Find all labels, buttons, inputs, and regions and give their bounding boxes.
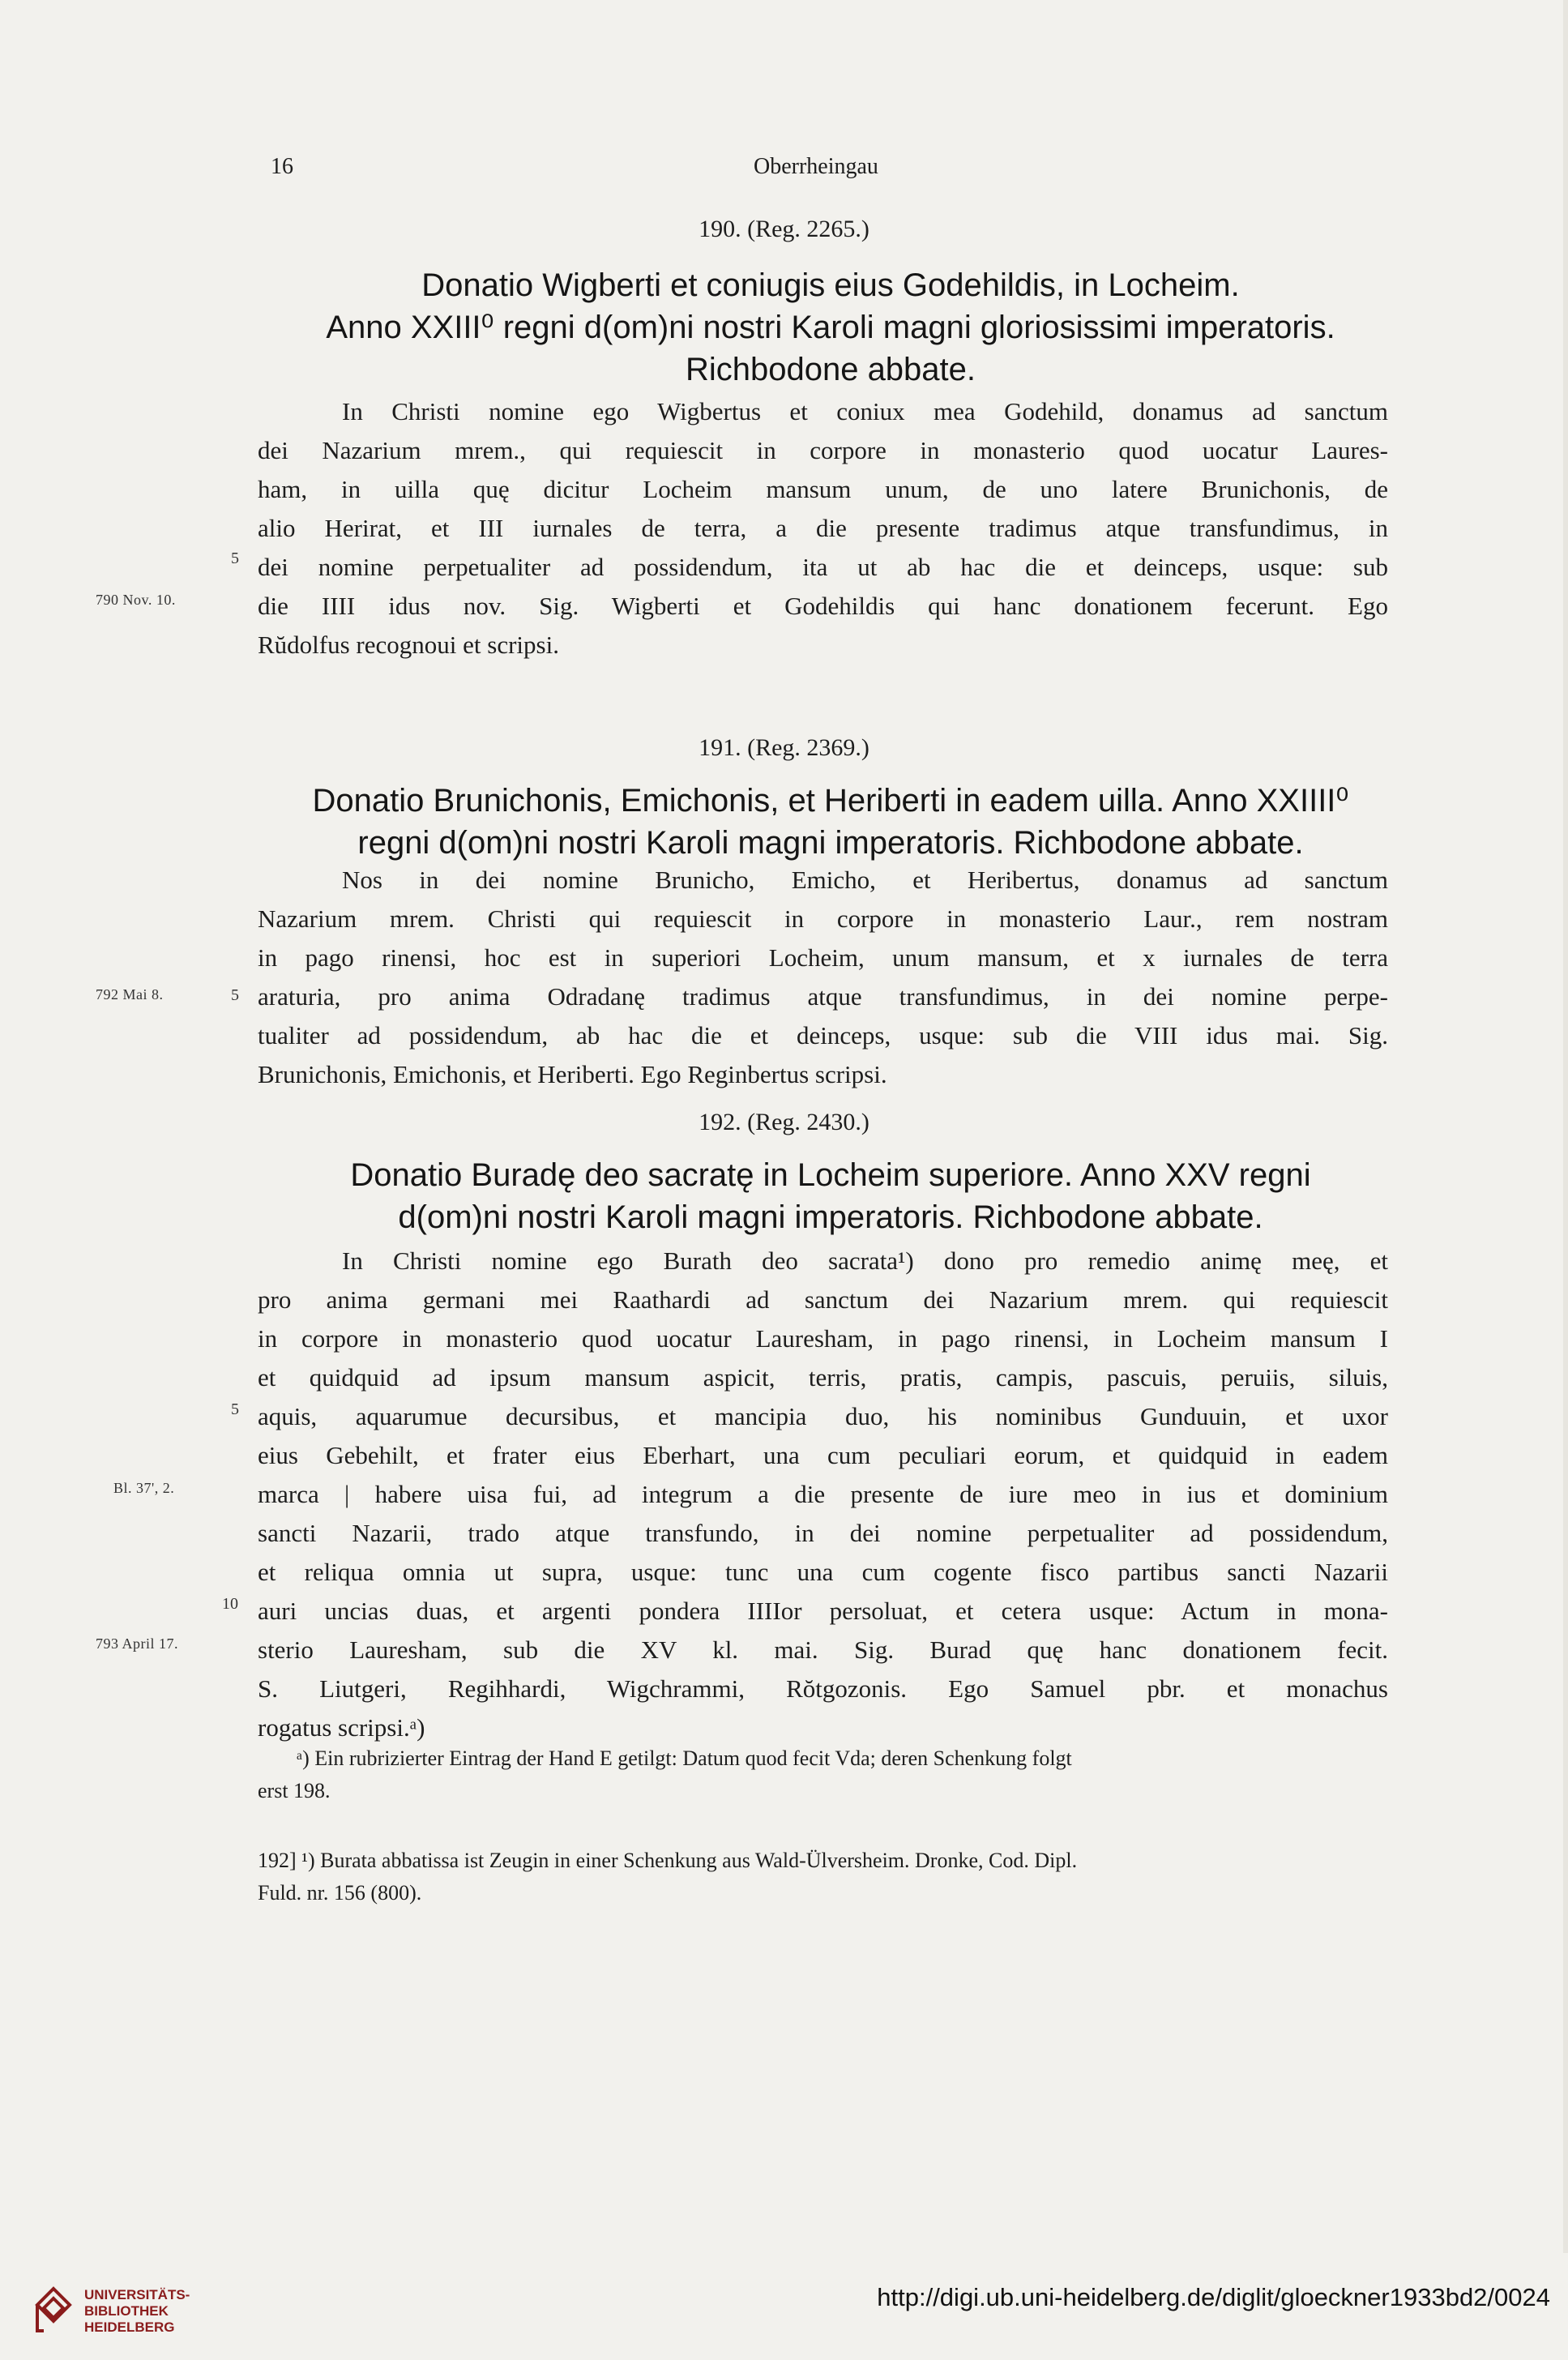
margin-folio: Bl. 37', 2. xyxy=(113,1480,175,1496)
title-line: Richbodone abbate. xyxy=(685,352,976,387)
entry-190-title xyxy=(276,264,1386,391)
text-line: ham, in uilla quę dicitur Locheim mansum unum, de uno latere Brunichonis, de xyxy=(258,475,1388,503)
entry-192-text xyxy=(258,1242,1388,1747)
text-line: pro anima germani mei Raathardi ad sanctum dei Nazarium mrem. qui requiescit xyxy=(258,1285,1388,1314)
title-line: regni d(om)ni nostri Karoli magni imperatoris. Richbodone abbate. xyxy=(357,825,1304,861)
line-number: 10 xyxy=(222,1595,238,1613)
running-title: Oberrheingau xyxy=(754,154,878,179)
text-line: Nos in dei nomine Brunicho, Emicho, et Heribertus, donamus ad sanctum xyxy=(342,866,1388,894)
footnote-a xyxy=(258,1742,1388,1807)
title-line: d(om)ni nostri Karoli magni imperatoris. Richbodone abbate. xyxy=(398,1199,1263,1235)
margin-date: 793 April 17. xyxy=(96,1635,179,1652)
text-line: et reliqua omnia ut supra, usque: tunc una cum cogente fisco partibus sancti Nazarii xyxy=(258,1558,1388,1586)
text-line: tualiter ad possidendum, ab hac die et deinceps, usque: sub die VIII idus mai. Sig. xyxy=(258,1021,1388,1050)
title-line: Donatio Wigberti et coniugis eius Godehildis, in Locheim. xyxy=(421,267,1240,303)
title-line: Anno XXIII⁰ regni d(om)ni nostri Karoli magni gloriosissimi imperatoris. xyxy=(326,310,1335,345)
library-name[interactable] xyxy=(84,2287,190,2336)
entry-191-title xyxy=(276,780,1386,864)
text-line: Brunichonis, Emichonis, et Heriberti. Ego Reginbertus scripsi. xyxy=(258,1060,887,1088)
footnote-1 xyxy=(258,1845,1388,1909)
text-line: et quidquid ad ipsum mansum aspicit, terris, pratis, campis, pascuis, peruiis, siluis, xyxy=(258,1363,1388,1392)
footnote-line: ᵃ) Ein rubrizierter Eintrag der Hand E getilgt: Datum quod fecit Vda; deren Schenkung folgt xyxy=(297,1746,1072,1770)
text-line: dei nomine perpetualiter ad possidendum, ita ut ab hac die et deinceps, usque: sub xyxy=(258,553,1388,581)
title-line: Donatio Buradę deo sacratę in Locheim superiore. Anno XXV regni xyxy=(350,1157,1311,1193)
text-line: sancti Nazarii, trado atque transfundo, in dei nomine perpetualiter ad possidendum, xyxy=(258,1519,1388,1547)
text-line: In Christi nomine ego Burath deo sacrata¹) dono pro remedio animę meę, et xyxy=(342,1246,1388,1275)
library-name-line: UNIVERSITÄTS- xyxy=(84,2287,190,2302)
text-line: Nazarium mrem. Christi qui requiescit in corpore in monasterio Laur., rem nostram xyxy=(258,904,1388,933)
text-line: alio Herirat, et III iurnales de terra, a die presente tradimus atque transfundimus, in xyxy=(258,514,1388,542)
library-name-line: HEIDELBERG xyxy=(84,2319,175,2335)
footnote-line: 192] ¹) Burata abbatissa ist Zeugin in einer Schenkung aus Wald-Ülversheim. Dronke, Cod. Dipl. xyxy=(258,1849,1078,1872)
footnote-line: erst 198. xyxy=(258,1779,331,1802)
text-line: aquis, aquarumue decursibus, et mancipia duo, his nominibus Gunduuin, et uxor xyxy=(258,1402,1388,1430)
entry-191-reg: 191. (Reg. 2369.) xyxy=(699,734,869,761)
entry-191-text xyxy=(258,861,1388,1094)
margin-date: 790 Nov. 10. xyxy=(96,592,176,608)
text-line: In Christi nomine ego Wigbertus et coniux mea Godehild, donamus ad sanctum xyxy=(342,397,1388,425)
text-line: eius Gebehilt, et frater eius Eberhart, una cum peculiari eorum, et quidquid in eadem xyxy=(258,1441,1388,1469)
entry-190-reg: 190. (Reg. 2265.) xyxy=(699,216,869,242)
text-line: sterio Lauresham, sub die XV kl. mai. Sig. Burad quę hanc donationem fecit. xyxy=(258,1635,1388,1664)
text-line: die IIII idus nov. Sig. Wigberti et Godehildis qui hanc donationem fecerunt. Ego xyxy=(258,592,1388,620)
text-line: in pago rinensi, hoc est in superiori Locheim, unum mansum, et x iurnales de terra xyxy=(258,943,1388,972)
library-logo-icon[interactable] xyxy=(34,2285,73,2334)
text-line: dei Nazarium mrem., qui requiescit in corpore in monasterio quod uocatur Laures- xyxy=(258,436,1388,464)
margin-date: 792 Mai 8. xyxy=(96,986,164,1003)
footnote-line: Fuld. nr. 156 (800). xyxy=(258,1881,422,1905)
text-line: Rŭdolfus recognoui et scripsi. xyxy=(258,631,559,659)
line-number: 5 xyxy=(231,549,239,567)
line-number: 5 xyxy=(231,986,239,1004)
source-url-link[interactable]: http://digi.ub.uni-heidelberg.de/diglit/gloeckner1933bd2/0024 xyxy=(877,2283,1550,2311)
text-line: rogatus scripsi.ᵃ) xyxy=(258,1713,425,1742)
line-number: 5 xyxy=(231,1400,239,1418)
library-name-line: BIBLIOTHEK xyxy=(84,2303,169,2319)
text-line: araturia, pro anima Odradanę tradimus atque transfundimus, in dei nomine perpe- xyxy=(258,982,1388,1011)
entry-190-text xyxy=(258,392,1388,665)
text-line: auri uncias duas, et argenti pondera IIIIor persoluat, et cetera usque: Actum in mona- xyxy=(258,1597,1388,1625)
text-line: in corpore in monasterio quod uocatur Lauresham, in pago rinensi, in Locheim mansum I xyxy=(258,1324,1388,1353)
page-number: 16 xyxy=(271,154,293,179)
title-line: Donatio Brunichonis, Emichonis, et Heriberti in eadem uilla. Anno XXIIII⁰ xyxy=(312,783,1349,819)
entry-192-title xyxy=(276,1154,1386,1238)
text-line: marca | habere uisa fui, ad integrum a die presente de iure meo in ius et dominium xyxy=(258,1480,1388,1508)
entry-192-reg: 192. (Reg. 2430.) xyxy=(699,1109,869,1135)
text-line: S. Liutgeri, Regihhardi, Wigchrammi, Rŏtgozonis. Ego Samuel pbr. et monachus xyxy=(258,1674,1388,1703)
